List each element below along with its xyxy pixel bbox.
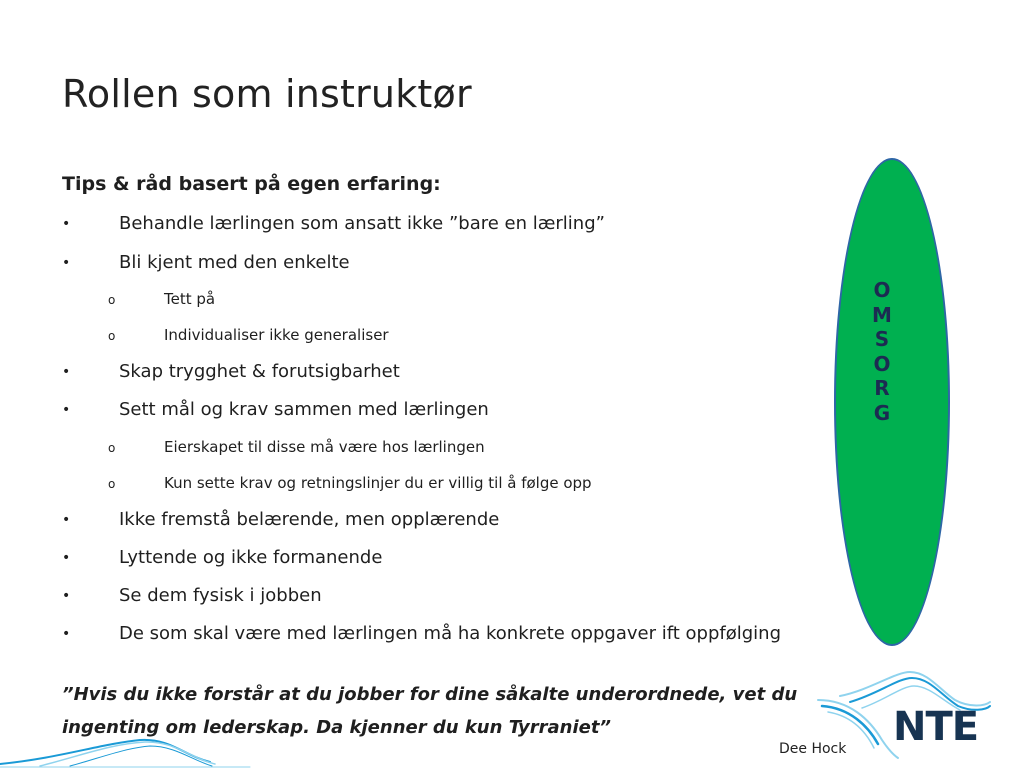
slide-subtitle: Tips & råd basert på egen erfaring: <box>62 173 441 195</box>
vertical-letter: O <box>873 278 891 302</box>
bullet-marker: • <box>62 550 71 566</box>
vertical-letter: R <box>874 376 890 400</box>
sub-bullet-marker: o <box>108 329 116 343</box>
list-item-text: Lyttende og ikke formanende <box>119 547 383 568</box>
list-item-text: Behandle lærlingen som ansatt ikke ”bare en lærling” <box>119 213 605 234</box>
vertical-letter: S <box>874 327 890 351</box>
quote-author: Dee Hock <box>779 741 847 757</box>
sub-bullet-marker: o <box>108 477 116 491</box>
list-item-text: Sett mål og krav sammen med lærlingen <box>119 399 489 420</box>
list-item-text: Eierskapet til disse må være hos lærlingen <box>164 438 485 456</box>
list-item-text: Tett på <box>164 290 216 308</box>
nte-logo: NTE <box>893 704 979 750</box>
list-item-text: Skap trygghet & forutsigbarhet <box>119 361 400 382</box>
vertical-letter: G <box>873 400 891 425</box>
bullet-marker: • <box>62 626 71 642</box>
quote-text: ”Hvis du ikke forstår at du jobber for dine såkalte underordnede, vet du ingenting om lederskap. Da kjenner du kun Tyrraniet” <box>62 684 798 738</box>
vertical-letter: O <box>873 351 891 376</box>
bullet-marker: • <box>62 402 71 418</box>
slide-title: Rollen som instruktør <box>62 72 472 116</box>
list-item-text: Bli kjent med den enkelte <box>119 252 350 273</box>
bullet-marker: • <box>62 588 71 604</box>
list-item-text: Kun sette krav og retningslinjer du er villig til å følge opp <box>164 474 592 492</box>
sub-bullet-marker: o <box>108 293 116 307</box>
bullet-marker: • <box>62 255 71 271</box>
vertical-letter: M <box>872 302 892 327</box>
bullet-marker: • <box>62 512 71 528</box>
list-item-text: Ikke fremstå belærende, men opplærende <box>119 509 500 530</box>
bullet-marker: • <box>62 364 71 380</box>
sub-bullet-marker: o <box>108 441 116 455</box>
list-item-text: Individualiser ikke generaliser <box>164 326 389 344</box>
list-item-text: Se dem fysisk i jobben <box>119 585 322 606</box>
list-item-text: De som skal være med lærlingen må ha konkrete oppgaver ift oppfølging <box>119 623 781 644</box>
bullet-marker: • <box>62 216 71 232</box>
